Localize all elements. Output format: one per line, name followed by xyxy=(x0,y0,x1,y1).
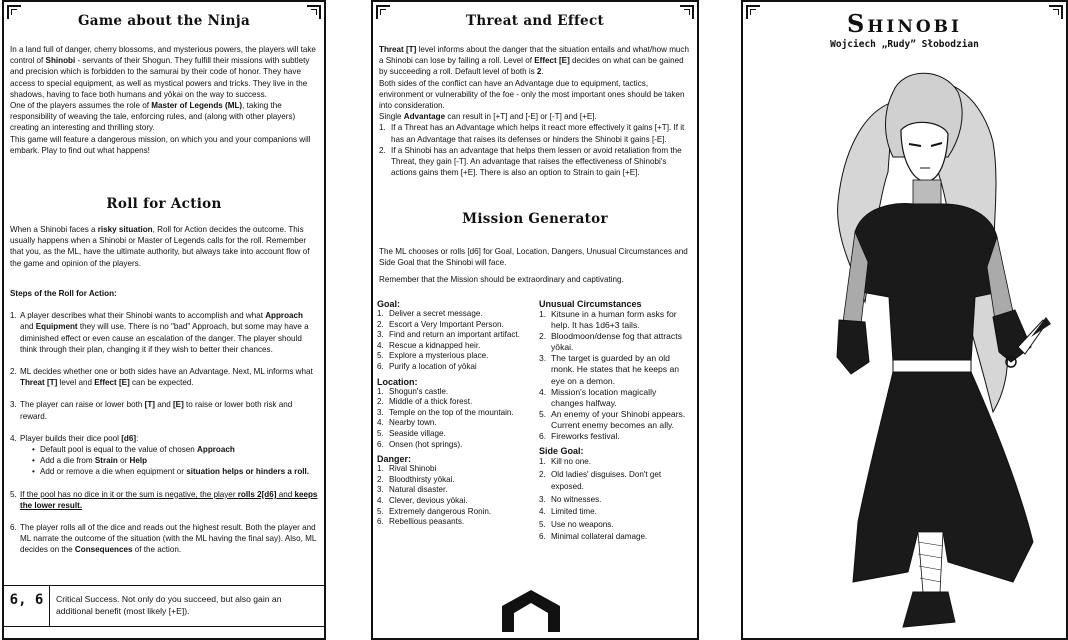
mission-intro: The ML chooses or rolls [d6] for Goal, Location, Dangers, Unusual Circumstances and Side Goal that the Shinobi will face. xyxy=(379,247,688,268)
item-number: 6. xyxy=(377,439,384,449)
list-item xyxy=(539,506,691,519)
item-number: 6. xyxy=(377,517,384,527)
intro-text-part: In a land full of danger, cherry blossoms, and mysterious powers, the players will take control of xyxy=(10,45,316,66)
step-text: and xyxy=(20,322,36,332)
step-text: they will use. There is no "bad" Approach, but some may have a diminished effect or even cause an escalation of the danger. The player should think through their plan, changing it if they wish to better their chances. xyxy=(20,322,309,354)
steps-list xyxy=(10,310,318,555)
threat-bold: Threat [T] xyxy=(379,45,417,54)
unusual-heading: Unusual Circumstances xyxy=(539,299,642,309)
list-item xyxy=(377,485,537,496)
item-number: 6. xyxy=(539,431,547,442)
list-item xyxy=(539,469,691,494)
step-text: The player can raise or lower both xyxy=(20,400,145,410)
step-item xyxy=(10,522,318,556)
bullet-bold: situation helps or hinders a roll. xyxy=(186,467,310,477)
item-text: Find and return an important artifact. xyxy=(389,330,520,340)
item-text: Clever, devious yōkai. xyxy=(389,495,468,505)
section-title-game-about-ninja: Game about the Ninja xyxy=(77,13,251,29)
intro-bold: Master of Legends (ML) xyxy=(151,101,243,111)
list-item xyxy=(377,475,537,486)
advantage-list xyxy=(379,122,691,178)
item-text: Use no weapons. xyxy=(551,519,614,529)
step-text: of the action. xyxy=(132,545,182,555)
item-number: 1. xyxy=(539,457,546,467)
item-text: Purify a location of yōkai xyxy=(389,361,477,371)
step-bold: Equipment xyxy=(35,322,78,332)
item-number: 2. xyxy=(377,319,384,329)
list-item xyxy=(539,456,691,469)
item-text: Temple on the top of the mountain. xyxy=(389,407,514,417)
step-bold: [d6] xyxy=(121,433,137,443)
item-number: 4. xyxy=(377,418,384,428)
bullet-item xyxy=(32,466,318,477)
list-item xyxy=(377,320,537,331)
item-text: Old ladies' disguises. Don't get exposed. xyxy=(551,469,662,492)
list-item xyxy=(377,341,537,352)
step-number: 3. xyxy=(10,400,17,410)
location-list xyxy=(377,387,537,451)
item-number: 2. xyxy=(377,474,384,484)
cover-panel-right xyxy=(741,0,1068,640)
item-text: Onsen (hot springs). xyxy=(389,439,463,449)
step-text: A player describes what their Shinobi wants to accomplish and what xyxy=(20,311,266,321)
author-name: Wojciech „Rudy” Słobodzian xyxy=(830,39,979,50)
item-number: 1. xyxy=(377,464,384,474)
item-text: Natural disaster. xyxy=(389,485,448,495)
item-number: 2. xyxy=(539,331,547,342)
item-number: 4. xyxy=(539,386,547,397)
danger-list xyxy=(377,464,537,528)
bullet-text: Add a die from xyxy=(40,456,95,466)
list-item xyxy=(377,418,537,429)
step-bold: rolls 2[d6] xyxy=(237,489,277,499)
item-text: Mission's location magically changes halfway. xyxy=(551,386,657,408)
item-number: 5. xyxy=(377,351,384,361)
item-text: Deliver a secret message. xyxy=(389,309,483,318)
item-text: An enemy of your Shinobi appears. Current enemy becomes an ally. xyxy=(551,408,686,430)
step-item xyxy=(10,399,318,421)
list-item xyxy=(377,507,537,518)
step-item xyxy=(10,366,318,388)
mission-column-left xyxy=(377,299,537,528)
item-text: Rival Shinobi xyxy=(389,464,437,474)
intro-text xyxy=(10,44,318,156)
item-number: 2. xyxy=(377,397,384,407)
advantage-paragraph: Both sides of the conflict can have an Advantage due to equipment, tactics, environment or vulnerability of the foe - only the most important ones should be taken into consideration. xyxy=(379,78,685,111)
list-item xyxy=(377,387,537,398)
step-text: and xyxy=(276,489,295,499)
list-item xyxy=(539,409,691,431)
bullet-bold: Strain xyxy=(94,456,118,466)
game-logo-title: Shinobi xyxy=(846,9,962,38)
item-text: Bloodthirsty yōkai. xyxy=(389,474,455,484)
list-item xyxy=(539,519,691,532)
list-item xyxy=(377,362,537,373)
list-item xyxy=(377,464,537,475)
rules-panel-middle xyxy=(371,0,699,640)
step-bold: Approach xyxy=(265,311,303,321)
item-text: Rescue a kidnapped heir. xyxy=(389,340,481,350)
section-title-threat-and-effect: Threat and Effect xyxy=(466,13,604,29)
item-text: Seaside village. xyxy=(389,428,446,438)
step-text: can be expected. xyxy=(129,378,194,388)
item-text: Escort a Very Important Person. xyxy=(389,319,504,329)
item-number: 3. xyxy=(539,494,546,504)
mission-remember: Remember that the Mission should be extraordinary and captivating. xyxy=(379,275,624,285)
step-text: and xyxy=(154,400,173,410)
dice-result-table xyxy=(4,585,324,616)
text-part: . xyxy=(541,67,544,77)
list-item xyxy=(539,431,691,442)
default-level: 2 xyxy=(536,67,542,77)
roll-intro-part: When a Shinobi faces a xyxy=(10,225,98,234)
bullet-item xyxy=(32,455,318,466)
item-text: Explore a mysterious place. xyxy=(389,351,489,361)
item-text: Limited time. xyxy=(551,507,597,517)
text-part: Single xyxy=(379,112,404,122)
step-text: Player builds their dice pool xyxy=(20,433,122,443)
step-bold: keeps the lower result. xyxy=(20,489,318,510)
item-number: 2. xyxy=(539,469,546,479)
item-number: 5. xyxy=(377,506,384,516)
step-text: ML decides whether one or both sides have an Advantage. Next, ML informs what xyxy=(20,367,313,377)
item-text: Bloodmoon/dense fog that attracts yōkai. xyxy=(551,331,682,353)
mission-column-right xyxy=(539,299,691,544)
step-text: : xyxy=(136,433,139,443)
effect-bold: Effect [E] xyxy=(534,56,570,66)
item-number: 1. xyxy=(539,309,547,319)
advantage-item xyxy=(379,122,691,144)
unusual-list xyxy=(539,309,691,442)
advantage-bold: Advantage xyxy=(403,112,446,122)
item-number: 1. xyxy=(377,309,384,318)
list-item xyxy=(377,517,537,528)
list-item xyxy=(377,496,537,507)
item-number: 5. xyxy=(377,428,384,438)
list-item xyxy=(539,531,691,544)
goal-list xyxy=(377,309,537,373)
bullet-bold: Approach xyxy=(197,445,235,455)
step-number: 6. xyxy=(10,523,17,533)
list-item xyxy=(377,408,537,419)
intro-text-part: One of the players assumes the role of xyxy=(10,101,152,111)
step-number: 5. xyxy=(10,489,17,499)
list-item xyxy=(377,309,537,320)
item-number: 4. xyxy=(377,340,384,350)
step-number: 2. xyxy=(10,367,17,377)
item-text: Shogun's castle. xyxy=(389,386,449,396)
section-title-mission-generator: Mission Generator xyxy=(462,211,608,227)
item-text: Fireworks festival. xyxy=(551,431,620,442)
list-item xyxy=(377,429,537,440)
step-text: If the pool has no dice in it or the sum is negative, the player xyxy=(20,489,238,499)
item-number: 4. xyxy=(539,507,546,517)
step-bold: [T] xyxy=(144,400,155,410)
bullet-text: Default pool is equal to the value of chosen xyxy=(40,445,198,455)
goal-heading: Goal: xyxy=(377,299,401,309)
item-number: 4. xyxy=(377,495,384,505)
bullet-text: Add or remove a die when equipment or xyxy=(40,467,187,477)
item-text: Minimal collateral damage. xyxy=(551,532,648,542)
step-text: to raise or lower both risk and reward. xyxy=(20,400,293,421)
item-number: 5. xyxy=(539,519,546,529)
dice-roll-description: Critical Success. Not only do you succeed, but also gain an additional benefit (most likely [+E]). xyxy=(56,594,282,616)
item-text: If a Threat has an Advantage which helps it react more effectively it gains [+T]. If it has an Advantage that raises its defenses or hinders the Shinobi it gains [-E]. xyxy=(391,123,685,144)
item-text: The target is guarded by an old monk. He states that he keeps an eye on a demon. xyxy=(551,353,680,386)
intro-text-part: , taking the responsibility of weaving the tale, enforcing rules, and (along with other players) creating an interesting and thrilling story. xyxy=(10,101,296,133)
item-number: 3. xyxy=(377,407,384,417)
rules-panel-left xyxy=(2,0,326,640)
step-text: level and xyxy=(57,378,95,388)
item-number: 6. xyxy=(539,532,546,542)
hexagon-emblem-icon xyxy=(496,586,566,632)
ninja-illustration xyxy=(743,62,1068,632)
intro-paragraph: This game will feature a dangerous mission, on which you and your companions will embark. Play to find out what happens! xyxy=(10,134,311,155)
step-bold: Effect [E] xyxy=(94,378,130,388)
intro-text-part: - servants of their Shogun. They fulfill their missions with subtlety and precision which is forbidden to the samurai by their code of honor. They have access to special equipment, as well as mystical powers and tricks. They live in the shadows, having to face both humans and yōkai on the way to success. xyxy=(10,56,310,99)
dice-pool-bullets xyxy=(20,444,318,478)
step-number: 4. xyxy=(10,433,17,443)
section-title-roll-for-action: Roll for Action xyxy=(106,196,222,212)
list-item xyxy=(377,397,537,408)
item-text: Rebellious peasants. xyxy=(389,517,465,527)
item-text: If a Shinobi has an advantage that helps them lessen or avoid retaliation from the Threat, they gain [-T]. An advantage that raises the effectiveness of Shinobi's actions gains them [+E]. There is also an option to Strain to gain [+E]. xyxy=(391,145,682,178)
list-item xyxy=(377,440,537,451)
roll-intro-bold: risky situation xyxy=(97,225,153,234)
step-bold: [E] xyxy=(172,400,184,410)
item-number: 3. xyxy=(377,330,384,340)
list-item xyxy=(539,331,691,353)
intro-bold: Shinobi xyxy=(45,56,76,66)
item-text: Middle of a thick forest. xyxy=(389,397,473,407)
list-item xyxy=(539,353,691,386)
threat-effect-text xyxy=(379,44,691,178)
list-item xyxy=(539,494,691,507)
side-goal-list xyxy=(539,456,691,544)
dice-roll-value: 6, 6 xyxy=(4,586,50,626)
item-number: 3. xyxy=(539,353,547,364)
danger-heading: Danger: xyxy=(377,454,412,465)
steps-heading: Steps of the Roll for Action: xyxy=(10,289,117,298)
roll-intro-part: , Roll for Action decides the outcome. This usually happens when a Shinobi or Master of Legends calls for the roll. Remember that you, as the ML, have the ultimate authority, but always take into account flow of the game and opinion of the players. xyxy=(10,225,310,268)
item-number: 6. xyxy=(377,361,384,371)
step-bold: Consequences xyxy=(74,545,133,555)
roll-intro xyxy=(10,224,318,269)
bullet-item xyxy=(32,444,318,455)
item-number: 2. xyxy=(379,145,386,155)
text-part: can result in [+T] and [-E] or [-T] and [+E]. xyxy=(445,112,597,122)
step-item xyxy=(10,433,318,478)
item-text: Nearby town. xyxy=(389,418,437,428)
step-number: 1. xyxy=(10,311,17,321)
text-part: decides on what can be gained by succeeding a roll. Default level of both is xyxy=(379,56,684,77)
bullet-bold: Help xyxy=(129,456,148,466)
item-text: No witnesses. xyxy=(551,494,602,504)
step-item xyxy=(10,310,318,355)
list-item xyxy=(539,309,691,331)
step-text: The player rolls all of the dice and reads out the highest result. Both the player and ML narrate the outcome of the situation (with the ML having the final say). Also, ML decides on the xyxy=(20,523,317,555)
item-number: 3. xyxy=(377,485,384,495)
item-text: Extremely dangerous Ronin. xyxy=(389,506,492,516)
list-item xyxy=(377,351,537,362)
item-number: 1. xyxy=(379,123,386,133)
step-bold: Threat [T] xyxy=(20,378,58,388)
location-heading: Location: xyxy=(377,376,418,387)
side-goal-heading: Side Goal: xyxy=(539,446,584,457)
list-item xyxy=(539,387,691,409)
advantage-item xyxy=(379,145,691,179)
item-text: Kitsune in a human form asks for help. It has 1d6+3 tails. xyxy=(551,309,677,331)
item-number: 5. xyxy=(539,408,547,419)
list-item xyxy=(377,330,537,341)
bullet-text: or xyxy=(117,456,130,466)
step-item xyxy=(10,489,318,511)
table-divider xyxy=(4,626,324,627)
item-number: 1. xyxy=(377,386,384,396)
text-part: level informs about the danger that the situation entails and what/how much a Shinobi can lose by failing a roll. Level of xyxy=(379,45,689,66)
item-text: Kill no one. xyxy=(551,457,592,467)
